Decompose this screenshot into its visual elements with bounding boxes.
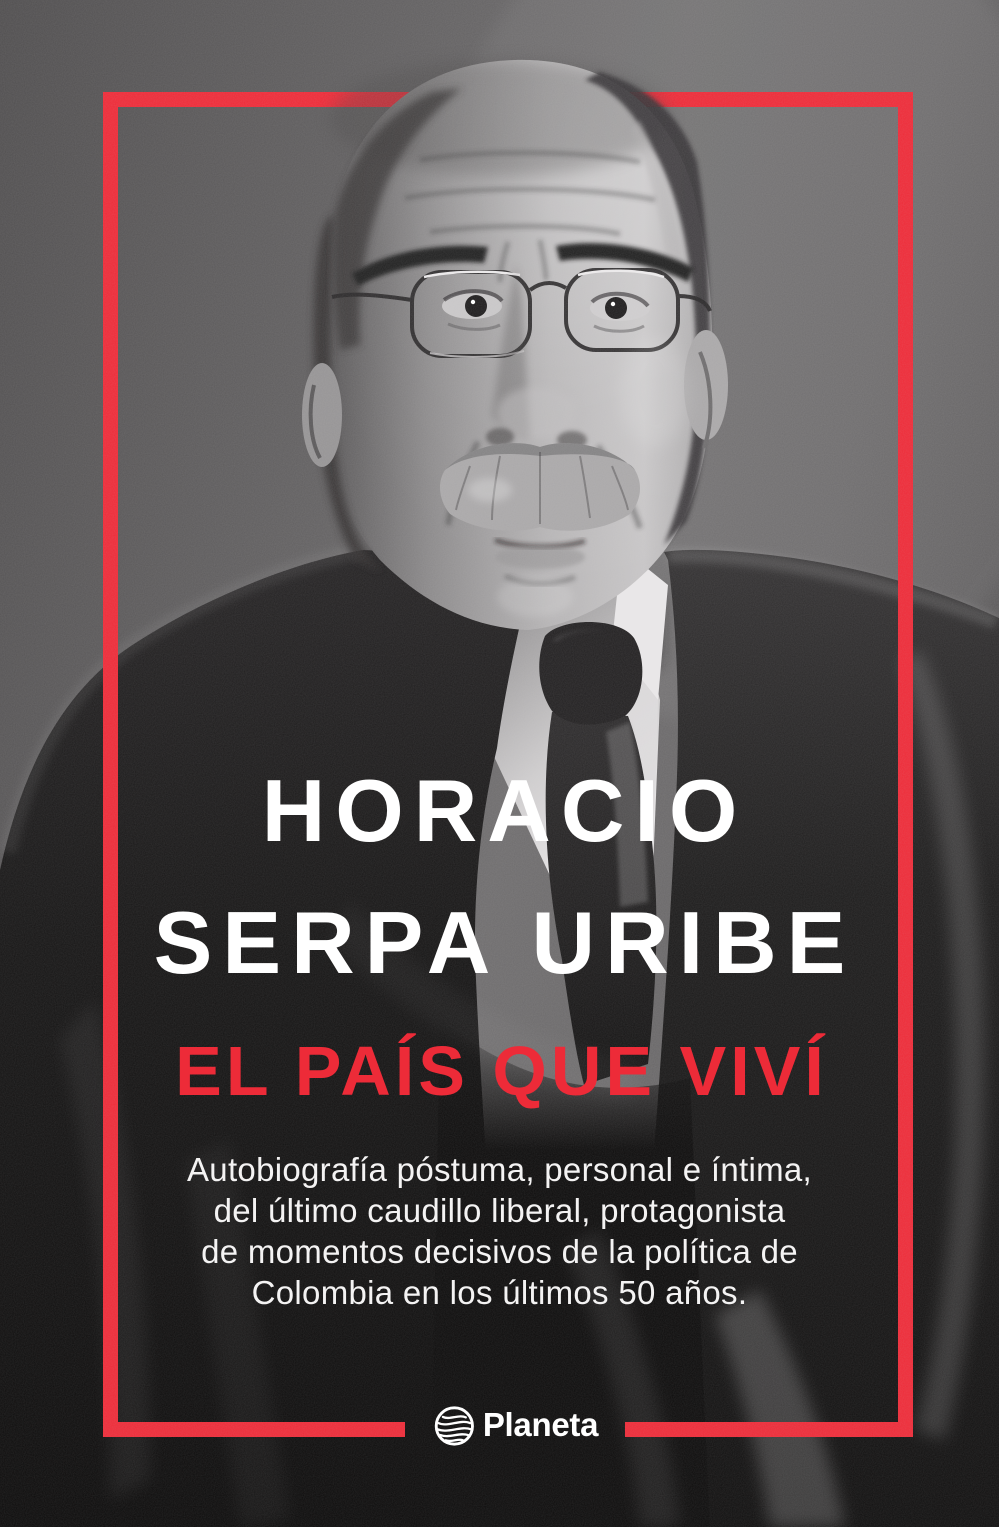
description-line: Autobiografía póstuma, personal e íntima, — [187, 1151, 812, 1188]
planeta-globe-icon — [433, 1405, 475, 1447]
book-description — [0, 1149, 999, 1313]
author-name-line2: SERPA URIBE — [153, 893, 856, 992]
author-name-line1: HORACIO — [261, 761, 748, 860]
author-name — [0, 745, 999, 1009]
book-title: EL PAÍS QUE VIVÍ — [175, 1032, 828, 1110]
description-line: Colombia en los últimos 50 años. — [251, 1274, 748, 1311]
description-line: del último caudillo liberal, protagonista — [213, 1192, 786, 1229]
publisher-logo — [433, 1405, 598, 1447]
publisher-name: Planeta — [482, 1405, 599, 1443]
description-line: de momentos decisivos de la política de — [201, 1233, 798, 1270]
